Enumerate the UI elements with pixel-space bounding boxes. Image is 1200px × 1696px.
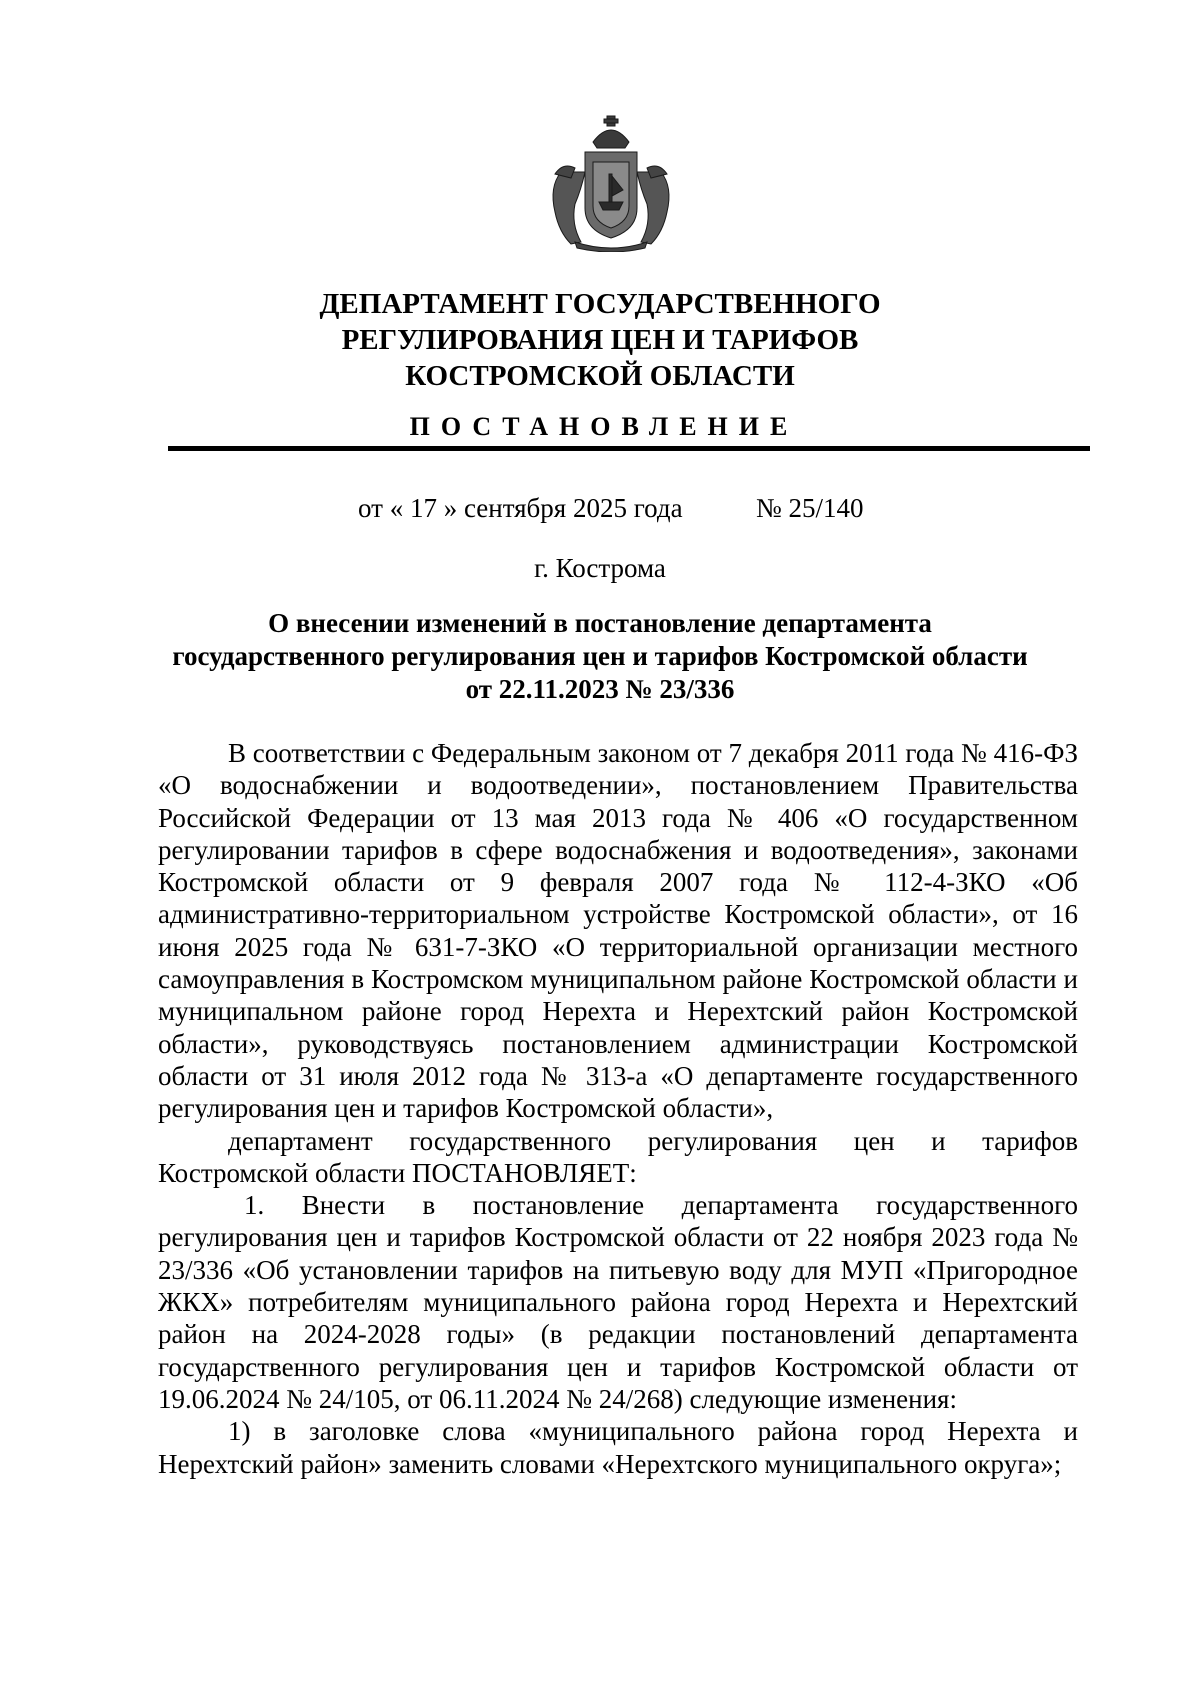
document-type: ПОСТАНОВЛЕНИЕ [409,412,799,441]
document-date: от « 17 » сентября 2025 года [358,493,683,523]
document-city: г. Кострома [534,553,666,583]
coat-of-arms-icon [541,112,681,252]
document-body [158,737,1078,1480]
org-line: КОСТРОМСКОЙ ОБЛАСТИ [405,360,795,392]
org-line: РЕГУЛИРОВАНИЯ ЦЕН И ТАРИФОВ [341,324,859,356]
document-title [0,607,1200,706]
organization-name [0,286,1200,394]
title-line: О внесении изменений в постановление департамента [268,608,932,638]
document-number: № 25/140 [756,493,864,523]
body-paragraph-preamble: В соответствии с Федеральным законом от 7 декабря 2011 года № 416-ФЗ «О водоснабжении и водоотведении», постановлением Правительства Российской Федерации от 13 мая 2013 года № 406 «О государственном регулировании тарифов в сфере водоснабжения и водоотведения», законами Костромской области от 9 февраля 2007 года № 112-4-ЗКО «Об административно-территориальном устройстве Костромской области», от 16 июня 2025 года № 631-7-ЗКО «О территориальной организации местного самоуправления в Костромском муниципальном районе Костромской области и муниципальном районе город Нерехта и Нерехтский район Костромской области», руководствуясь постановлением администрации Костромской области от 31 июля 2012 года № 313-а «О департаменте государственного регулирования цен и тарифов Костромской области», [158,738,1078,1124]
body-paragraph-item-1: 1. Внести в постановление департамента государственного регулирования цен и тарифов Костромской области от 22 ноября 2023 года № 23/336 «Об установлении тарифов на питьевую воду для МУП «Пригородное ЖКХ» потребителям муниципального района город Нерехта и Нерехтский район на 2024-2028 годы» (в редакции постановлений департамента государственного регулирования цен и тарифов Костромской области от 19.06.2024 № 24/105, от 06.11.2024 № 24/268) следующие изменения: [158,1190,1078,1414]
header-divider [168,446,1090,451]
org-line: ДЕПАРТАМЕНТ ГОСУДАРСТВЕННОГО [319,288,881,320]
body-paragraph-subitem-1: 1) в заголовке слова «муниципального района город Нерехта и Нерехтский район» заменить словами «Нерехтского муниципального округа»; [158,1416,1078,1479]
title-line: от 22.11.2023 № 23/336 [465,674,735,704]
title-line: государственного регулирования цен и тарифов Костромской области [172,641,1028,671]
body-paragraph-resolves: департамент государственного регулирования цен и тарифов Костромской области ПОСТАНОВЛЯЕТ: [158,1125,1078,1188]
